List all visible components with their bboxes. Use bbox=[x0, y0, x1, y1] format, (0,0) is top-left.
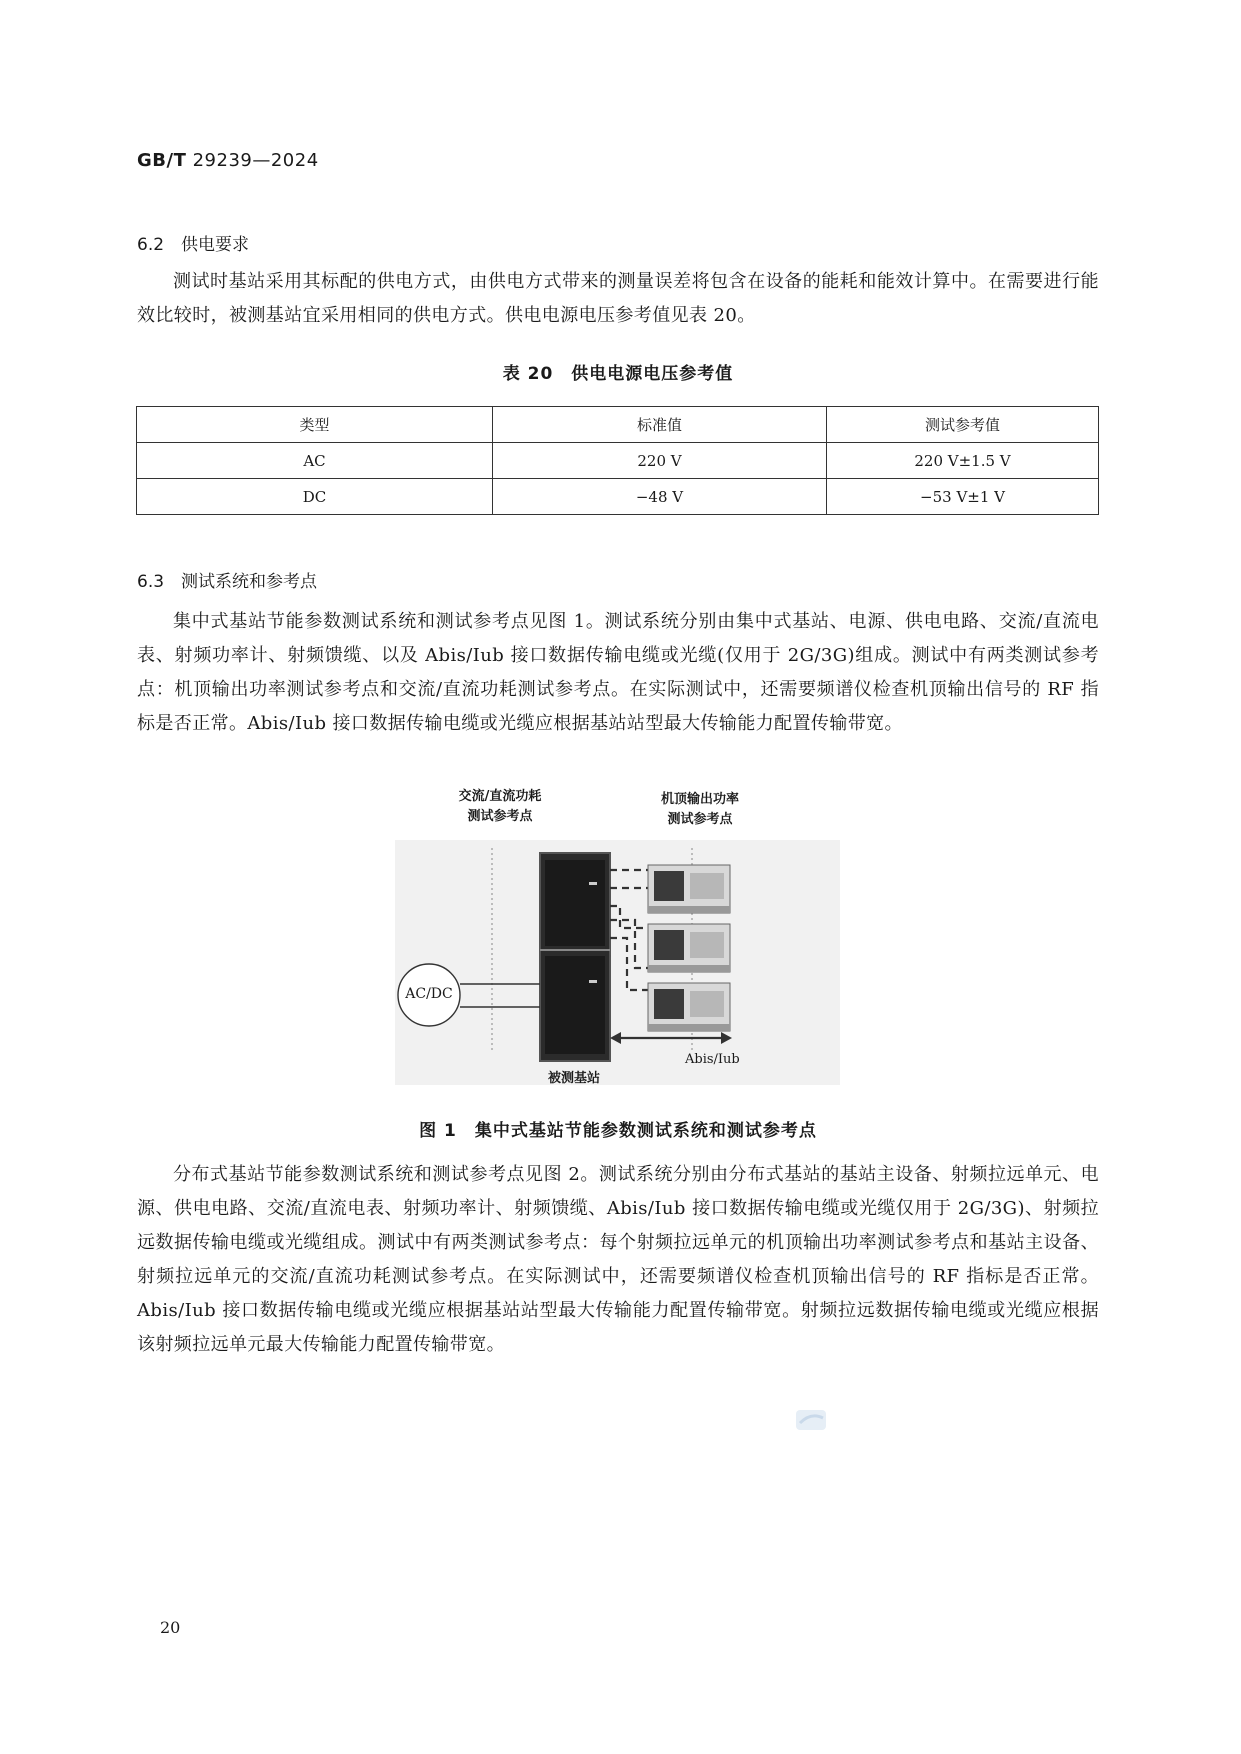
table-header-row bbox=[137, 407, 1099, 443]
section-6-3-paragraph-2: 分布式基站节能参数测试系统和测试参考点见图 2。测试系统分别由分布式基站的基站主设备、射频拉远单元、电源、供电电路、交流/直流电表、射频功率计、射频馈缆、Abis/Iub 接口数据传输电缆或光缆仅用于 2G/3G)、射频拉远数据传输电缆或光缆组成。测试中有两类测试参考点：每个射频拉远单元的机顶输出功率测试参考点和基站主设备、射频拉远单元的交流/直流功耗测试参考点。在实际测试中，还需要频谱仪检查机顶输出信号的 RF 指标是否正常。Abis/Iub 接口数据传输电缆或光缆应根据基站站型最大传输能力配置传输带宽。射频拉远数据传输电缆或光缆应根据该射频拉远单元最大传输能力配置传输带宽。 bbox=[137, 1164, 1099, 1355]
figure-background bbox=[395, 840, 840, 1085]
table-row bbox=[137, 479, 1099, 515]
power-reference-line1: 交流/直流功耗 bbox=[458, 789, 542, 804]
standard-prefix: GB/T bbox=[137, 150, 187, 171]
table-cell: AC bbox=[137, 443, 493, 479]
power-reference-line2: 测试参考点 bbox=[467, 809, 533, 824]
page-number: 20 bbox=[160, 1618, 181, 1637]
table-header-cell: 测试参考值 bbox=[827, 407, 1099, 443]
power-meter-2 bbox=[648, 924, 730, 972]
power-reference-label bbox=[440, 787, 560, 827]
table-row bbox=[137, 443, 1099, 479]
output-reference-label bbox=[640, 790, 760, 830]
section-6-2-paragraph: 测试时基站采用其标配的供电方式，由供电方式带来的测量误差将包含在设备的能耗和能效计算中。在需要进行能效比较时，被测基站宜采用相同的供电方式。供电电源电压参考值见表 20。 bbox=[137, 271, 1099, 326]
bts-cabinet bbox=[540, 853, 610, 1061]
standard-number: 29239—2024 bbox=[192, 150, 319, 171]
section-6-2-title: 6.2 供电要求 bbox=[137, 235, 250, 255]
abis-iub-label: Abis/Iub bbox=[685, 1052, 740, 1067]
section-6-3-title: 6.3 测试系统和参考点 bbox=[137, 572, 318, 592]
table-cell: −48 V bbox=[493, 479, 827, 515]
power-meter-3 bbox=[648, 983, 730, 1031]
ac-dc-label: AC/DC bbox=[405, 986, 453, 1002]
output-reference-line1: 机顶输出功率 bbox=[660, 792, 739, 807]
figure-1-diagram bbox=[395, 840, 840, 1090]
section-6-3-paragraph-1: 集中式基站节能参数测试系统和测试参考点见图 1。测试系统分别由集中式基站、电源、供电电路、交流/直流电表、射频功率计、射频馈缆、以及 Abis/Iub 接口数据传输电缆或光缆(仅用于 2G/3G)组成。测试中有两类测试参考点：机顶输出功率测试参考点和交流/直流功耗测试参考点。在实际测试中，还需要频谱仪检查机顶输出信号的 RF 指标是否正常。Abis/Iub 接口数据传输电缆或光缆应根据基站站型最大传输能力配置传输带宽。 bbox=[137, 611, 1099, 734]
figure-1-caption: 图 1 集中式基站节能参数测试系统和测试参考点 bbox=[419, 1121, 817, 1141]
bts-label: 被测基站 bbox=[548, 1071, 601, 1086]
table-cell: −53 V±1 V bbox=[827, 479, 1099, 515]
table-header-cell: 标准值 bbox=[493, 407, 827, 443]
table-cell: DC bbox=[137, 479, 493, 515]
output-reference-line2: 测试参考点 bbox=[667, 812, 733, 827]
table-cell: 220 V bbox=[493, 443, 827, 479]
table-cell: 220 V±1.5 V bbox=[827, 443, 1099, 479]
power-meter-1 bbox=[648, 865, 730, 913]
sac-watermark-icon bbox=[795, 1408, 827, 1432]
table-20 bbox=[136, 406, 1099, 515]
table-20-caption: 表 20 供电电源电压参考值 bbox=[502, 364, 734, 384]
standard-code bbox=[137, 150, 319, 171]
table-header-cell: 类型 bbox=[137, 407, 493, 443]
